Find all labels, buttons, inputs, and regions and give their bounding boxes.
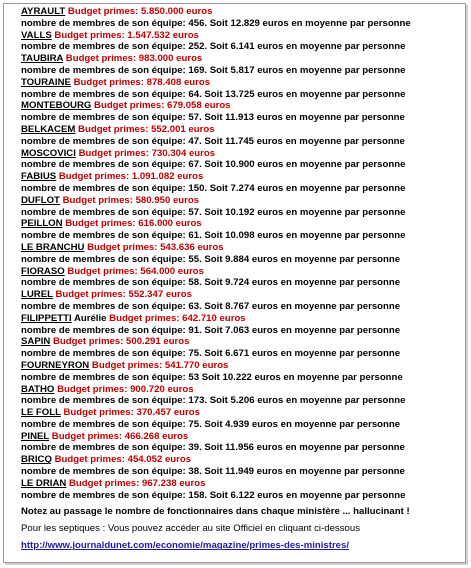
entry-filippetti bbox=[21, 313, 467, 337]
team-stats: nombre de membres de son équipe: 91. Soit 7.063 euros en moyenne par personne bbox=[21, 324, 401, 336]
budget-primes: Budget primes: 500.291 euros bbox=[50, 336, 190, 348]
entry-le-branchu bbox=[21, 242, 467, 266]
budget-primes: Budget primes: 616.000 euros bbox=[62, 218, 202, 230]
minister-name: BATHO bbox=[21, 383, 55, 395]
entry-header bbox=[21, 218, 467, 230]
entry-moscovici bbox=[21, 148, 467, 172]
entry-header bbox=[21, 30, 467, 42]
budget-primes: Budget primes: 730.304 euros bbox=[75, 147, 216, 159]
entry-header bbox=[21, 454, 467, 466]
entry-header bbox=[21, 313, 467, 325]
entry-fourneyron bbox=[21, 360, 467, 384]
team-stats: nombre de membres de son équipe: 150. Soit 7.274 euros en moyenne par personne bbox=[21, 182, 406, 194]
entry-header bbox=[21, 478, 467, 490]
minister-name: VALLS bbox=[21, 29, 52, 41]
entry-header bbox=[21, 53, 467, 65]
minister-name: FABIUS bbox=[21, 171, 57, 183]
team-stats: nombre de membres de son équipe: 169. Soit 5.817 euros en moyenne par personne bbox=[21, 64, 406, 76]
entry-header bbox=[21, 384, 467, 396]
closing-note: Notez au passage le nombre de fonctionnaires dans chaque ministère ... hallucinant ! bbox=[21, 506, 410, 518]
team-stats: nombre de membres de son équipe: 53 Soit 10.222 euros en moyenne par personne bbox=[21, 371, 403, 383]
document-content bbox=[21, 6, 467, 553]
entry-header bbox=[21, 242, 467, 254]
entry-header bbox=[21, 336, 467, 348]
document-frame bbox=[3, 3, 466, 563]
minister-name: LE BRANCHU bbox=[21, 241, 85, 253]
entry-header bbox=[21, 289, 467, 301]
minister-name: LUREL bbox=[21, 289, 53, 301]
budget-primes: Budget primes: 552.347 euros bbox=[52, 289, 192, 301]
team-stats: nombre de membres de son équipe: 252. Soit 6.141 euros en moyenne par personne bbox=[21, 41, 406, 53]
minister-name: PINEL bbox=[21, 430, 50, 442]
entry-header bbox=[21, 6, 467, 18]
team-stats: nombre de membres de son équipe: 75. Soit 4.939 euros en moyenne par personne bbox=[21, 418, 401, 430]
source-link[interactable]: http://www.journaldunet.com/economie/magazine/primes-des-ministres/ bbox=[21, 540, 350, 552]
budget-primes: Budget primes: 370.457 euros bbox=[60, 407, 200, 419]
budget-primes: Budget primes: 642.710 euros bbox=[106, 312, 246, 324]
minister-name: FOURNEYRON bbox=[21, 359, 90, 371]
entry-header bbox=[21, 100, 467, 112]
source-text: Pour les septiques : Vous pouvez accéder au site Officiel en cliquant ci-dessous bbox=[21, 523, 360, 535]
entry-le-drian bbox=[21, 478, 467, 502]
team-stats: nombre de membres de son équipe: 75. Soit 6.671 euros en moyenne par personne bbox=[21, 348, 401, 360]
budget-primes: Budget primes: 466.268 euros bbox=[49, 430, 189, 442]
team-stats: nombre de membres de son équipe: 55. Soit 9.884 euros en moyenne par personne bbox=[21, 253, 401, 265]
minister-name: FIORASO bbox=[21, 265, 65, 277]
team-stats: nombre de membres de son équipe: 158. Soit 6.122 euros en moyenne par personne bbox=[21, 489, 406, 501]
entry-valls bbox=[21, 30, 467, 54]
entry-header bbox=[21, 407, 467, 419]
budget-primes: Budget primes: 967.238 euros bbox=[66, 477, 206, 489]
entry-lurel bbox=[21, 289, 467, 313]
budget-primes: Budget primes: 983.000 euros bbox=[63, 53, 203, 65]
budget-primes: Budget primes: 900.720 euros bbox=[54, 383, 194, 395]
budget-primes: Budget primes: 541.770 euros bbox=[89, 359, 229, 371]
entry-header bbox=[21, 195, 467, 207]
minister-name: SAPIN bbox=[21, 336, 51, 348]
team-stats: nombre de membres de son équipe: 38. Soit 11.949 euros en moyenne par personne bbox=[21, 466, 405, 478]
entry-peillon bbox=[21, 218, 467, 242]
minister-name: TAUBIRA bbox=[21, 53, 64, 65]
entry-header bbox=[21, 148, 467, 160]
minister-name: DUFLOT bbox=[21, 194, 60, 206]
team-stats: nombre de membres de son équipe: 58. Soit 9.724 euros en moyenne par personne bbox=[21, 277, 401, 289]
team-stats: nombre de membres de son équipe: 57. Soit 11.913 euros en moyenne par personne bbox=[21, 112, 405, 124]
minister-name: BELKACEM bbox=[21, 123, 76, 135]
budget-primes: Budget primes: 543.636 euros bbox=[84, 241, 224, 253]
team-stats: nombre de membres de son équipe: 39. Soit 11.956 euros en moyenne par personne bbox=[21, 442, 405, 454]
entry-belkacem bbox=[21, 124, 467, 148]
budget-primes: Budget primes: 1.091.082 euros bbox=[56, 171, 204, 183]
entry-header bbox=[21, 360, 467, 372]
entry-le-foll bbox=[21, 407, 467, 431]
minister-name: LE DRIAN bbox=[21, 477, 67, 489]
entry-header bbox=[21, 77, 467, 89]
entry-batho bbox=[21, 384, 467, 408]
budget-primes: Budget primes: 878.408 euros bbox=[70, 76, 211, 88]
entry-header bbox=[21, 431, 467, 443]
budget-primes: Budget primes: 679.058 euros bbox=[91, 100, 231, 112]
entry-sapin bbox=[21, 336, 467, 360]
minister-first-name: Aurélie bbox=[71, 312, 107, 324]
entry-montebourg bbox=[21, 100, 467, 124]
minister-name: MONTEBOURG bbox=[21, 100, 92, 112]
team-stats: nombre de membres de son équipe: 47. Soit 11.745 euros en moyenne par personne bbox=[21, 135, 405, 147]
minister-name: LE FOLL bbox=[21, 407, 61, 419]
team-stats: nombre de membres de son équipe: 456. Soit 12.829 euros en moyenne par personne bbox=[21, 17, 411, 29]
entry-header bbox=[21, 171, 467, 183]
team-stats: nombre de membres de son équipe: 61. Soit 10.098 euros en moyenne par personne bbox=[21, 230, 406, 242]
entry-taubira bbox=[21, 53, 467, 77]
budget-primes: Budget primes: 564.000 euros bbox=[64, 265, 204, 277]
minister-name: TOURAINE bbox=[21, 76, 71, 88]
team-stats: nombre de membres de son équipe: 173. Soit 5.206 euros en moyenne par personne bbox=[21, 395, 406, 407]
entry-fioraso bbox=[21, 266, 467, 290]
budget-primes: Budget primes: 580.950 euros bbox=[59, 194, 200, 206]
team-stats: nombre de membres de son équipe: 64. Soit 13.725 euros en moyenne par personne bbox=[21, 88, 406, 100]
minister-name: BRICQ bbox=[21, 454, 52, 466]
budget-primes: Budget primes: 454.052 euros bbox=[51, 454, 192, 466]
entry-fabius bbox=[21, 171, 467, 195]
entry-duflot bbox=[21, 195, 467, 219]
minister-name: MOSCOVICI bbox=[21, 147, 76, 159]
budget-primes: Budget primes: 1.547.532 euros bbox=[51, 29, 199, 41]
entry-header bbox=[21, 124, 467, 136]
entry-pinel bbox=[21, 431, 467, 455]
entry-touraine bbox=[21, 77, 467, 101]
minister-name: FILIPPETTI bbox=[21, 312, 72, 324]
entry-ayrault bbox=[21, 6, 467, 30]
budget-primes: Budget primes: 552.001 euros bbox=[75, 123, 215, 135]
minister-name: AYRAULT bbox=[21, 6, 66, 17]
budget-primes: Budget primes: 5.850.000 euros bbox=[65, 6, 213, 17]
minister-name: PEILLON bbox=[21, 218, 63, 230]
team-stats: nombre de membres de son équipe: 67. Soit 10.900 euros en moyenne par personne bbox=[21, 159, 406, 171]
entry-bricq bbox=[21, 454, 467, 478]
entry-header bbox=[21, 266, 467, 278]
team-stats: nombre de membres de son équipe: 57. Soit 10.192 euros en moyenne par personne bbox=[21, 206, 406, 218]
team-stats: nombre de membres de son équipe: 63. Soit 8.767 euros en moyenne par personne bbox=[21, 300, 401, 312]
